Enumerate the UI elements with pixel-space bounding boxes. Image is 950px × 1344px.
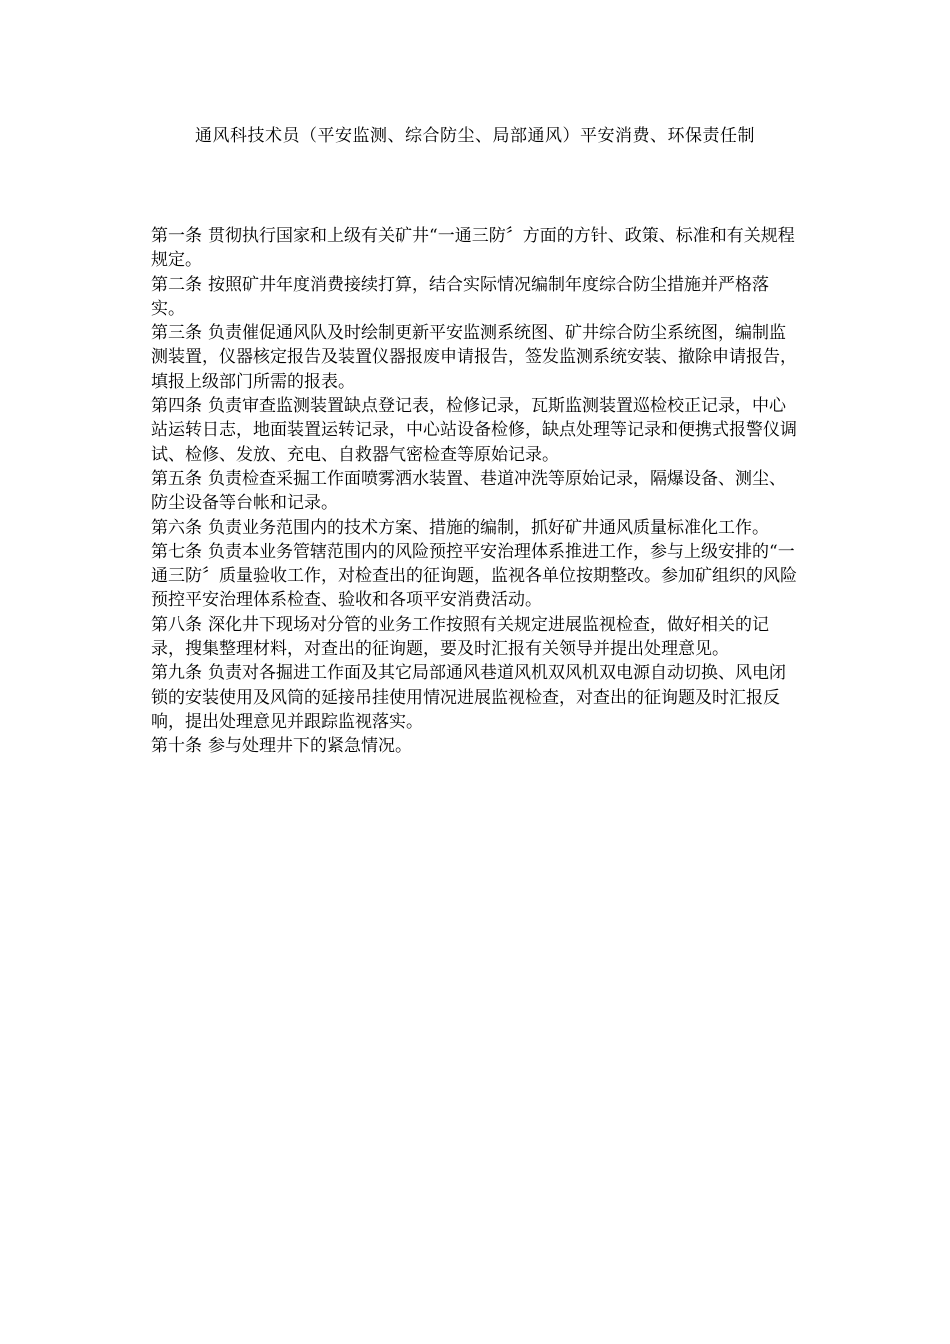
article-text: 负责本业务管辖范围内的风险预控平安治理体系推进工作，参与上级安排的“一通三防〞质量验收工作，对检查出的征询题，监视各单位按期整改。参加矿组织的风险预控平安治理体系检查、验收和各项平安消费活动。 [151, 541, 797, 611]
document-title: 通风科技术员（平安监测、综合防尘、局部通风）平安消费、环保责任制 [195, 126, 755, 146]
article-5 [151, 467, 801, 516]
article-number: 第九条 [151, 663, 202, 684]
article-text: 深化井下现场对分管的业务工作按照有关规定进展监视检查，做好相关的记录，搜集整理材料，对查出的征询题，要及时汇报有关领导并提出处理意见。 [151, 614, 769, 660]
article-number: 第一条 [151, 226, 202, 246]
article-3 [151, 321, 801, 394]
article-7 [151, 540, 801, 613]
article-10 [151, 734, 801, 758]
article-text: 负责检查采掘工作面喷雾洒水装置、巷道冲洗等原始记录，隔爆设备、测尘、防尘设备等台帐和记录。 [151, 468, 786, 514]
article-1 [151, 224, 801, 273]
article-8 [151, 613, 801, 662]
article-text: 参与处理井下的紧急情况。 [208, 736, 412, 757]
article-text: 负责业务范围内的技术方案、措施的编制，抓好矿井通风质量标准化工作。 [208, 517, 769, 538]
article-text: 负责审查监测装置缺点登记表，检修记录，瓦斯监测装置巡检校正记录，中心站运转日志，地面装置运转记录，中心站设备检修，缺点处理等记录和便携式报警仪调试、检修、发放、充电、自救器气密检查等原始记录。 [151, 396, 797, 465]
article-number: 第五条 [151, 468, 202, 489]
article-number: 第二条 [151, 274, 202, 295]
article-text: 负责对各掘进工作面及其它局部通风巷道风机双风机双电源自动切换、风电闭锁的安装使用及风筒的延接吊挂使用情况进展监视检查，对查出的征询题及时汇报反响，提出处理意见并跟踪监视落实。 [151, 663, 786, 732]
article-number: 第六条 [151, 517, 202, 538]
article-2 [151, 273, 801, 322]
article-text: 按照矿井年度消费接续打算，结合实际情况编制年度综合防尘措施并严格落实。 [151, 274, 769, 319]
article-text: 负责催促通风队及时绘制更新平安监测系统图、矿井综合防尘系统图，编制监测装置，仪器核定报告及装置仪器报废申请报告，签发监测系统安装、撤除申请报告，填报上级部门所需的报表。 [151, 323, 797, 392]
article-number: 第十条 [151, 736, 202, 757]
article-number: 第三条 [151, 323, 202, 344]
article-number: 第七条 [151, 541, 202, 562]
article-4 [151, 394, 801, 467]
article-6 [151, 516, 801, 540]
article-number: 第八条 [151, 614, 202, 635]
article-number: 第四条 [151, 396, 202, 417]
article-9 [151, 661, 801, 734]
article-text: 贯彻执行国家和上级有关矿井“一通三防〞方面的方针、政策、标准和有关规程规定。 [151, 226, 795, 271]
article-list [151, 224, 801, 759]
